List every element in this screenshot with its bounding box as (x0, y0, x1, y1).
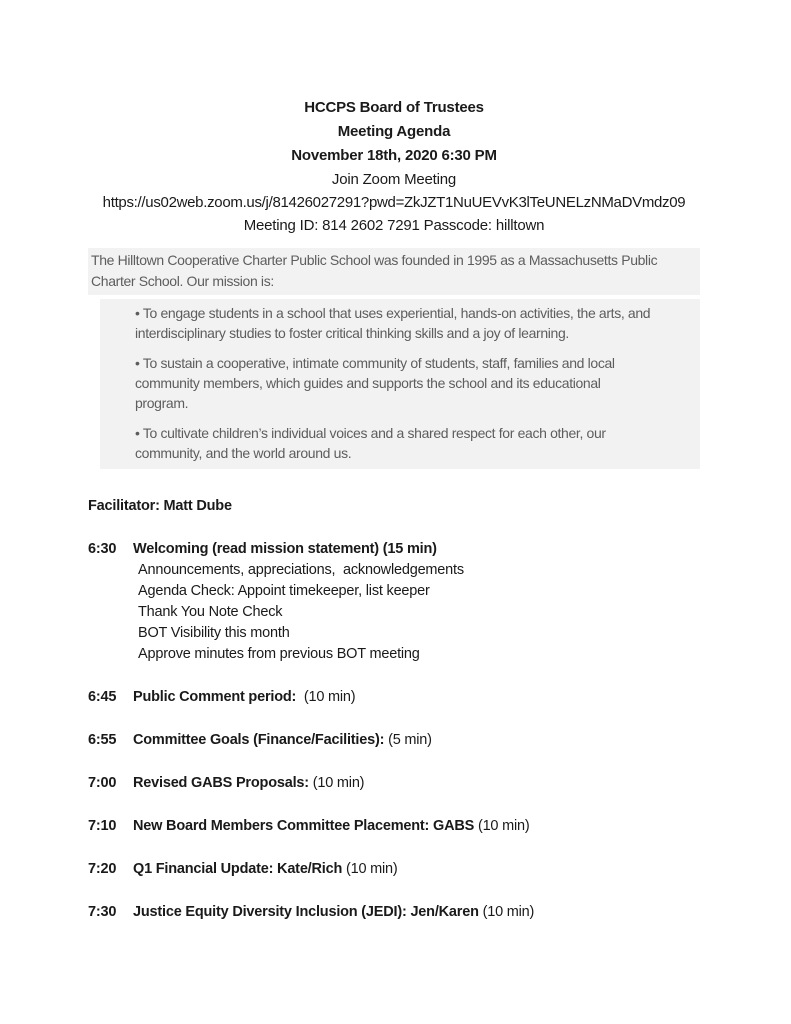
agenda-subitem: Approve minutes from previous BOT meeting (138, 646, 420, 662)
agenda-time: 6:30 (88, 541, 117, 557)
org-title: HCCPS Board of Trustees (304, 99, 484, 116)
agenda-title: Justice Equity Diversity Inclusion (JEDI): Jen/Karen (133, 904, 479, 920)
agenda-time: 7:10 (88, 818, 117, 834)
agenda-item-financial-update (88, 859, 700, 880)
agenda-duration: (10 min) (342, 861, 398, 877)
agenda-item-committee-goals (88, 730, 700, 751)
agenda-time: 6:45 (88, 689, 117, 705)
agenda-title: New Board Members Committee Placement: GABS (133, 818, 475, 834)
agenda-item-gabs-proposals (88, 773, 700, 794)
agenda-time: 6:55 (88, 732, 117, 748)
bullet-line: program. (135, 395, 189, 411)
join-zoom-label: Join Zoom Meeting (331, 171, 457, 188)
meeting-id-passcode: Meeting ID: 814 2602 7291 Passcode: hilltown (243, 217, 545, 234)
agenda-item-committee-placement (88, 816, 700, 837)
agenda-time: 7:30 (88, 904, 117, 920)
bullet-line: community, and the world around us. (135, 445, 352, 461)
mission-intro-line: The Hilltown Cooperative Charter Public School was founded in 1995 as a Massachusetts Public (91, 252, 658, 268)
agenda-subitem: BOT Visibility this month (138, 625, 290, 641)
agenda-time: 7:00 (88, 775, 117, 791)
facilitator-line: Facilitator: Matt Dube (88, 498, 232, 514)
agenda-item-welcoming (88, 539, 700, 560)
mission-intro-line: Charter School. Our mission is: (91, 273, 274, 289)
document-content (88, 96, 700, 923)
mission-bullet-list (100, 299, 700, 469)
agenda-subitem: Thank You Note Check (138, 604, 283, 620)
bullet-line: interdisciplinary studies to foster critical thinking skills and a joy of learning. (135, 325, 569, 341)
bullet-line: • To engage students in a school that uses experiential, hands-on activities, the arts, and (135, 305, 651, 321)
agenda-subitem: Announcements, appreciations, acknowledgements (138, 562, 464, 578)
agenda-title: Welcoming (read mission statement) (15 min) (133, 541, 437, 557)
agenda-duration: (10 min) (296, 689, 356, 705)
mission-bullet-engage (135, 303, 692, 343)
meeting-datetime: November 18th, 2020 6:30 PM (291, 147, 497, 164)
agenda-title: Committee Goals (Finance/Facilities): (133, 732, 385, 748)
agenda-duration: (10 min) (474, 818, 530, 834)
agenda-title: Public Comment period: (133, 689, 297, 705)
agenda-list (88, 539, 700, 923)
agenda-title: Q1 Financial Update: Kate/Rich (133, 861, 343, 877)
agenda-title: Revised GABS Proposals: (133, 775, 309, 791)
bullet-line: • To sustain a cooperative, intimate community of students, staff, families and local (135, 355, 615, 371)
mission-bullet-cultivate (135, 423, 692, 463)
mission-intro-paragraph (88, 248, 700, 295)
agenda-item-jedi (88, 902, 700, 923)
agenda-subitem: Agenda Check: Appoint timekeeper, list keeper (138, 583, 430, 599)
document-header (88, 96, 700, 237)
zoom-meeting-link[interactable]: https://us02web.zoom.us/j/81426027291?pwd=ZkJZT1NuUEVvK3lTeUNELzNMaDVmdz09 (102, 194, 686, 211)
agenda-time: 7:20 (88, 861, 117, 877)
agenda-duration: (5 min) (384, 732, 432, 748)
agenda-duration: (10 min) (478, 904, 535, 920)
bullet-line: community members, which guides and supports the school and its educational (135, 375, 601, 391)
agenda-subitems (138, 560, 700, 665)
agenda-item-public-comment (88, 687, 700, 708)
doc-type-title: Meeting Agenda (337, 123, 451, 140)
agenda-duration: (10 min) (308, 775, 365, 791)
mission-bullet-sustain (135, 353, 692, 413)
bullet-line: • To cultivate children’s individual voices and a shared respect for each other, our (135, 425, 606, 441)
